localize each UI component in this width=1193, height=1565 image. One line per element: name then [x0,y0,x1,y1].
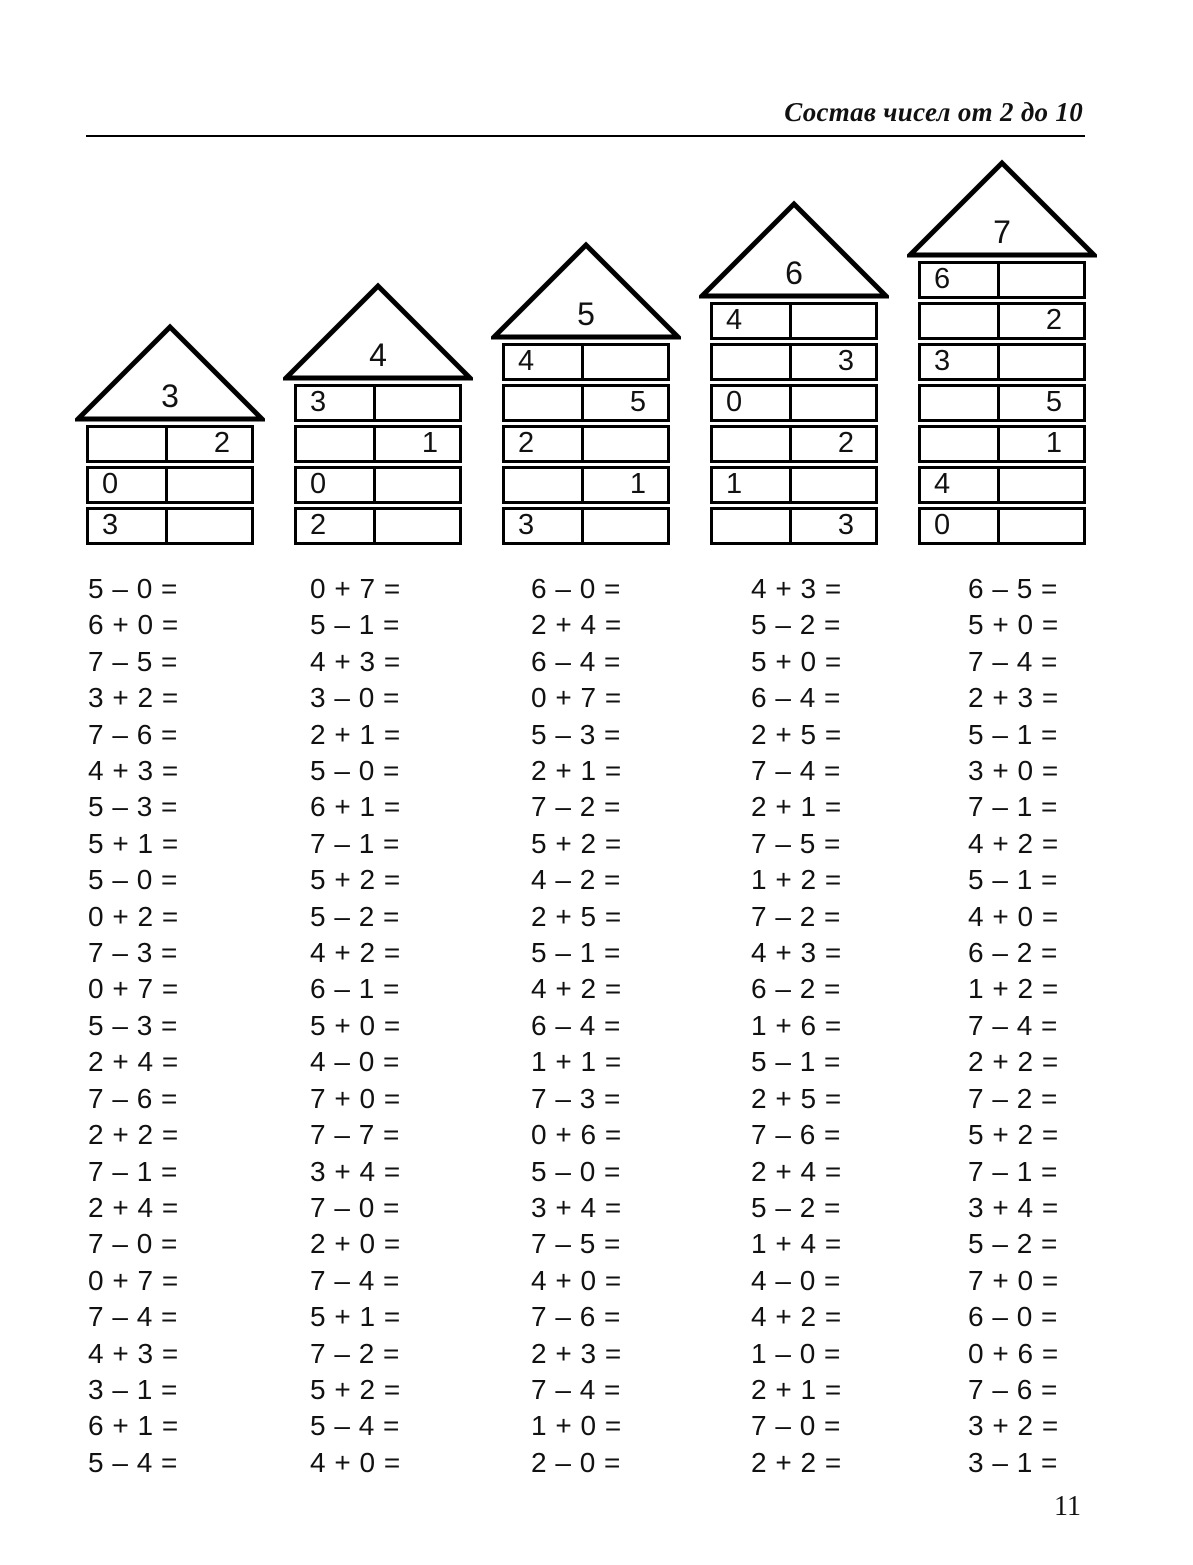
exercise-item: 7 – 5 = [531,1228,621,1260]
house-row [918,343,1086,381]
house-cell-value: 5 [1045,387,1062,418]
exercise-item: 3 – 0 = [310,682,400,714]
house-row [294,425,462,463]
exercise-item: 7 – 4 = [751,755,841,787]
answer-cell-empty [505,469,584,501]
house-cell-value: 3 [837,510,854,541]
exercise-item: 2 + 0 = [310,1228,401,1260]
house-cell-value: 1 [713,469,792,501]
exercise-item: 4 + 2 = [531,973,622,1005]
house-row [294,384,462,422]
exercise-item: 1 + 4 = [751,1228,842,1260]
house-row [918,425,1086,463]
exercise-item: 5 + 0 = [968,609,1059,641]
answer-cell-empty [792,387,876,419]
exercise-item: 4 – 0 = [310,1046,400,1078]
house-cell-value: 0 [713,387,792,419]
exercise-item: 6 + 0 = [88,609,179,641]
exercise-item: 2 + 1 = [751,791,842,823]
exercise-item: 7 – 4 = [968,1009,1058,1041]
answer-cell-empty [1000,346,1084,378]
answer-cell-empty [713,346,792,378]
answer-cell-empty [921,305,1000,337]
exercise-item: 2 + 3 = [531,1337,622,1369]
exercise-item: 5 – 1 = [968,718,1058,750]
exercise-item: 6 + 1 = [310,791,401,823]
house-row [710,343,878,381]
exercise-item: 2 + 4 = [88,1046,179,1078]
answer-cell-empty [168,469,252,501]
exercise-item: 0 + 6 = [531,1119,622,1151]
exercise-item: 5 – 0 = [88,573,178,604]
exercise-item: 3 + 4 = [968,1191,1059,1223]
exercise-item: 4 + 2 = [968,827,1059,859]
house-row [86,507,254,545]
answer-cell-empty [376,469,460,501]
house-cell-value: 2 [837,428,854,459]
exercise-item: 7 – 1 = [968,791,1058,823]
exercise-item: 7 – 6 = [968,1373,1058,1405]
number-house-3 [86,323,254,545]
number-house-7 [918,159,1086,545]
exercise-item: 7 – 7 = [310,1119,400,1151]
roof-number: 4 [369,337,387,373]
exercise-item: 5 – 1 = [751,1046,841,1078]
exercise-item: 4 + 0 = [310,1446,401,1478]
answer-cell-empty [584,428,668,460]
exercise-item: 6 – 4 = [751,682,841,714]
exercise-item: 5 + 2 = [310,1373,401,1405]
house-row [710,466,878,504]
exercise-item: 4 + 0 = [531,1264,622,1296]
header-rule [86,135,1085,137]
exercise-item: 7 – 6 = [751,1119,841,1151]
exercise-item: 5 + 2 = [310,864,401,896]
exercise-item: 1 + 1 = [531,1046,622,1078]
exercise-item: 1 + 2 = [968,973,1059,1005]
exercise-item: 4 + 3 = [751,573,842,604]
house-row [294,507,462,545]
roof-number: 3 [161,378,179,414]
exercise-item: 0 + 7 = [310,573,401,604]
exercise-item: 5 – 3 = [88,1009,178,1041]
house-cell-value: 1 [421,428,438,459]
exercise-item: 0 + 2 = [88,900,179,932]
house-cell-value: 2 [1045,305,1062,336]
answer-cell-empty [1000,469,1084,501]
exercise-item: 4 + 3 = [88,755,179,787]
exercise-item: 6 – 2 = [751,973,841,1005]
house-row [918,261,1086,299]
exercise-item: 7 – 2 = [531,791,621,823]
exercise-item: 2 + 5 = [751,718,842,750]
answer-cell-empty [1000,510,1084,542]
exercise-item: 2 + 4 = [531,609,622,641]
exercise-item: 5 – 2 = [751,1191,841,1223]
exercise-item: 2 + 2 = [88,1119,179,1151]
house-row [918,466,1086,504]
exercise-item: 5 + 2 = [531,827,622,859]
house-cell-value: 1 [1045,428,1062,459]
house-row [710,384,878,422]
exercise-item: 2 + 2 = [751,1446,842,1478]
house-cell-value: 0 [297,469,376,501]
exercise-item: 5 – 2 = [310,900,400,932]
exercise-item: 2 + 4 = [88,1191,179,1223]
exercise-item: 7 + 0 = [310,1082,401,1114]
exercise-item: 2 + 2 = [968,1046,1059,1078]
house-cell-value: 3 [505,510,584,542]
house-row [710,425,878,463]
exercise-item: 7 – 5 = [88,645,178,677]
page-number: 11 [1054,1491,1081,1522]
house-cell-value: 3 [297,387,376,419]
answer-cell-empty [505,387,584,419]
house-row [294,466,462,504]
roof-number: 6 [785,255,803,291]
house-cell-value: 6 [921,264,1000,296]
number-house-4 [294,282,462,545]
exercise-item: 0 + 7 = [88,973,179,1005]
house-row [710,302,878,340]
house-cell-value: 4 [713,305,792,337]
exercise-item: 5 + 0 = [310,1009,401,1041]
house-roof [75,323,265,423]
exercise-item: 2 – 0 = [531,1446,621,1478]
house-cell-value: 1 [629,469,646,500]
exercise-item: 7 – 3 = [531,1082,621,1114]
exercise-item: 2 + 3 = [968,682,1059,714]
exercise-item: 6 – 2 = [968,937,1058,969]
house-body [502,343,670,545]
exercise-item: 1 + 2 = [751,864,842,896]
exercise-item: 7 – 0 = [751,1410,841,1442]
exercise-item: 4 – 2 = [531,864,621,896]
exercise-item: 7 – 4 = [310,1264,400,1296]
exercise-item: 5 – 1 = [531,937,621,969]
exercise-item: 5 – 4 = [310,1410,400,1442]
exercise-item: 5 + 2 = [968,1119,1059,1151]
house-row [918,507,1086,545]
exercise-column-5 [968,571,1059,1481]
house-body [86,425,254,545]
exercise-item: 7 + 0 = [968,1264,1059,1296]
house-cell-value: 4 [505,346,584,378]
roof-number: 7 [993,214,1011,250]
exercise-item: 7 – 2 = [310,1337,400,1369]
house-row [86,425,254,463]
exercise-item: 0 + 7 = [88,1264,179,1296]
answer-cell-empty [921,387,1000,419]
house-cell-value: 0 [921,510,1000,542]
exercise-item: 7 – 3 = [88,937,178,969]
exercise-item: 5 – 2 = [751,609,841,641]
exercise-item: 2 + 1 = [310,718,401,750]
exercise-item: 0 + 7 = [531,682,622,714]
house-cell-value: 2 [297,510,376,542]
house-cell-value: 3 [921,346,1000,378]
answer-cell-empty [584,346,668,378]
number-house-6 [710,200,878,545]
exercise-item: 2 + 5 = [531,900,622,932]
house-cell-value: 5 [629,387,646,418]
answer-cell-empty [713,428,792,460]
house-row [502,425,670,463]
exercise-item: 6 – 0 = [531,573,621,604]
house-cell-value: 2 [505,428,584,460]
exercise-item: 4 + 0 = [968,900,1059,932]
exercise-item: 4 – 0 = [751,1264,841,1296]
exercise-item: 4 + 3 = [751,937,842,969]
exercise-item: 7 – 4 = [968,645,1058,677]
answer-cell-empty [713,510,792,542]
exercise-item: 4 + 3 = [310,645,401,677]
roof-number: 5 [577,296,595,332]
exercise-item: 5 – 3 = [88,791,178,823]
exercise-item: 5 – 0 = [531,1155,621,1187]
exercise-item: 3 – 1 = [968,1446,1058,1478]
answer-cell-empty [921,428,1000,460]
house-row [502,343,670,381]
exercise-item: 7 – 2 = [751,900,841,932]
exercise-item: 6 – 0 = [968,1301,1058,1333]
exercise-item: 3 + 4 = [310,1155,401,1187]
house-roof [491,241,681,341]
exercise-item: 5 – 1 = [968,864,1058,896]
exercise-item: 5 + 0 = [751,645,842,677]
house-cell-value: 2 [213,428,230,459]
house-row [502,466,670,504]
exercise-item: 3 – 1 = [88,1373,178,1405]
exercise-item: 5 + 1 = [310,1301,401,1333]
house-row [710,507,878,545]
house-row [918,384,1086,422]
page-title: Состав чисел от 2 до 10 [784,97,1083,127]
exercise-item: 6 – 5 = [968,573,1058,604]
house-row [502,507,670,545]
exercise-item: 7 – 1 = [968,1155,1058,1187]
house-roof [699,200,889,300]
exercise-item: 7 – 4 = [88,1301,178,1333]
exercise-item: 6 – 4 = [531,1009,621,1041]
exercise-item: 2 + 1 = [751,1373,842,1405]
house-roof [907,159,1097,259]
exercise-item: 7 – 0 = [310,1191,400,1223]
exercise-item: 2 + 4 = [751,1155,842,1187]
exercise-item: 7 – 1 = [310,827,400,859]
house-cell-value: 3 [837,346,854,377]
exercise-item: 6 + 1 = [88,1410,179,1442]
answer-cell-empty [297,428,376,460]
number-house-5 [502,241,670,545]
exercise-item: 7 – 0 = [88,1228,178,1260]
answer-cell-empty [792,305,876,337]
number-houses [86,159,1086,545]
exercise-item: 7 – 6 = [88,1082,178,1114]
answer-cell-empty [1000,264,1084,296]
house-body [918,261,1086,545]
house-roof [283,282,473,382]
exercise-item: 5 – 3 = [531,718,621,750]
exercise-item: 7 – 6 = [88,718,178,750]
answer-cell-empty [168,510,252,542]
exercise-item: 6 – 4 = [531,645,621,677]
exercise-column-1 [88,571,179,1481]
exercise-item: 5 – 0 = [310,755,400,787]
exercise-item: 6 – 1 = [310,973,400,1005]
house-row [918,302,1086,340]
exercise-item: 7 – 2 = [968,1082,1058,1114]
exercise-item: 5 + 1 = [88,827,179,859]
answer-cell-empty [376,510,460,542]
answer-cell-empty [584,510,668,542]
exercise-item: 3 + 2 = [88,682,179,714]
exercise-item: 2 + 5 = [751,1082,842,1114]
exercise-item: 4 + 2 = [310,937,401,969]
exercise-item: 4 + 2 = [751,1301,842,1333]
exercise-item: 7 – 1 = [88,1155,178,1187]
exercise-item: 5 – 4 = [88,1446,178,1478]
house-cell-value: 0 [89,469,168,501]
exercise-item: 4 + 3 = [88,1337,179,1369]
exercise-item: 7 – 4 = [531,1373,621,1405]
exercise-column-3 [531,571,622,1481]
exercise-item: 3 + 0 = [968,755,1059,787]
exercise-item: 2 + 1 = [531,755,622,787]
exercise-item: 7 – 5 = [751,827,841,859]
exercise-column-4 [751,571,842,1481]
exercise-item: 1 + 6 = [751,1009,842,1041]
exercise-column-2 [310,571,401,1481]
exercise-item: 1 – 0 = [751,1337,841,1369]
house-body [294,384,462,545]
house-row [502,384,670,422]
house-cell-value: 3 [89,510,168,542]
answer-cell-empty [792,469,876,501]
answer-cell-empty [89,428,168,460]
house-body [710,302,878,545]
exercise-item: 5 – 1 = [310,609,400,641]
exercise-item: 5 – 0 = [88,864,178,896]
exercise-item: 0 + 6 = [968,1337,1059,1369]
house-cell-value: 4 [921,469,1000,501]
exercise-item: 5 – 2 = [968,1228,1058,1260]
house-row [86,466,254,504]
exercise-item: 1 + 0 = [531,1410,622,1442]
exercise-item: 3 + 4 = [531,1191,622,1223]
answer-cell-empty [376,387,460,419]
exercise-item: 7 – 6 = [531,1301,621,1333]
exercise-item: 3 + 2 = [968,1410,1059,1442]
